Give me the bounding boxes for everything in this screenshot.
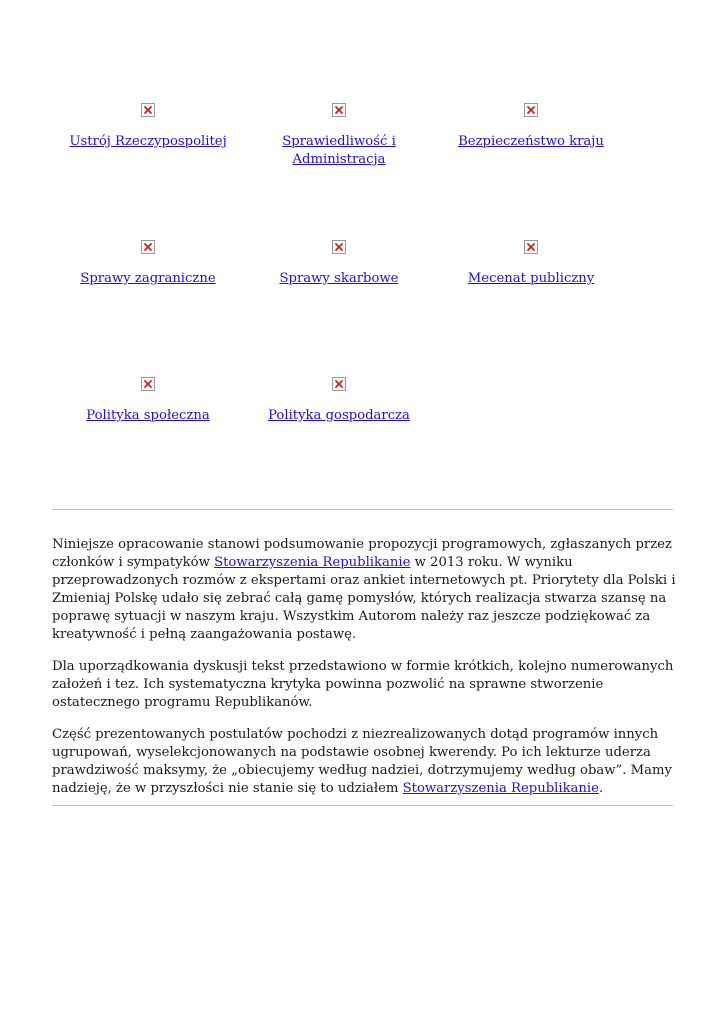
intro-paragraph-2: Dla uporządkowania dyskusji tekst przedstawiono w formie krótkich, kolejno numerowanych założeń i tez. Ich systematyczna krytyka powinna pozwolić na sprawne stworzenie ostatecznego programu Republikanów. xyxy=(52,659,674,710)
stowarzyszenie-link[interactable]: Stowarzyszenia Republikanie xyxy=(402,781,599,796)
category-link[interactable]: Ustrój Rzeczypospolitej xyxy=(69,134,227,149)
broken-image-icon xyxy=(332,377,346,391)
category-link[interactable]: Polityka społeczna xyxy=(86,408,210,423)
category-link[interactable]: Bezpieczeństwo kraju xyxy=(458,134,604,149)
category-link[interactable]: Polityka gospodarcza xyxy=(268,408,410,423)
category-link[interactable]: Sprawy skarbowe xyxy=(279,271,399,286)
broken-image-icon xyxy=(524,240,538,254)
category-item-sprawiedliwosc[interactable] xyxy=(243,103,435,169)
category-link[interactable]: Mecenat publiczny xyxy=(467,271,595,286)
top-divider xyxy=(52,509,673,510)
category-item-bezpieczenstwo[interactable] xyxy=(435,103,627,151)
category-link[interactable]: Sprawiedliwość i Administracja xyxy=(282,134,396,167)
category-item-polityka-spoleczna[interactable] xyxy=(52,377,244,425)
intro-text xyxy=(52,536,677,812)
category-item-sprawy-skarbowe[interactable] xyxy=(243,240,435,288)
broken-image-icon xyxy=(332,103,346,117)
category-link[interactable]: Sprawy zagraniczne xyxy=(80,271,216,286)
broken-image-icon xyxy=(141,103,155,117)
intro-paragraph-3: Część prezentowanych postulatów pochodzi z niezrealizowanych dotąd programów innych ugrupowań, wyselekcjonowanych na podstawie osobnej kwerendy. Po ich lekturze uderza prawdziwość maksymy, że „obiecujemy według nadziei, dotrzymujemy według obaw”. Mamy nadzieję, że w przyszłości nie stanie się to udziałem Stowarzyszenia Republikanie. xyxy=(52,727,672,796)
broken-image-icon xyxy=(524,103,538,117)
category-item-mecenat[interactable] xyxy=(435,240,627,288)
stowarzyszenie-link[interactable]: Stowarzyszenia Republikanie xyxy=(214,555,411,570)
bottom-divider xyxy=(52,805,673,806)
category-item-polityka-gospodarcza[interactable] xyxy=(243,377,435,425)
category-item-sprawy-zagraniczne[interactable] xyxy=(52,240,244,288)
broken-image-icon xyxy=(141,240,155,254)
broken-image-icon xyxy=(332,240,346,254)
category-item-ustroj[interactable] xyxy=(52,103,244,151)
intro-paragraph-1: Niniejsze opracowanie stanowi podsumowanie propozycji programowych, zgłaszanych przez członków i sympatyków Stowarzyszenia Republikanie w 2013 roku. W wyniku przeprowadzonych rozmów z ekspertami oraz ankiet internetowych pt. Priorytety dla Polski i Zmieniaj Polskę udało się zebrać całą gamę pomysłów, których realizacja stwarza szansę na poprawę sytuacji w naszym kraju. Wszystkim Autorom należy raz jeszcze podziękować za kreatywność i pełną zaangażowania postawę. xyxy=(52,537,676,642)
broken-image-icon xyxy=(141,377,155,391)
